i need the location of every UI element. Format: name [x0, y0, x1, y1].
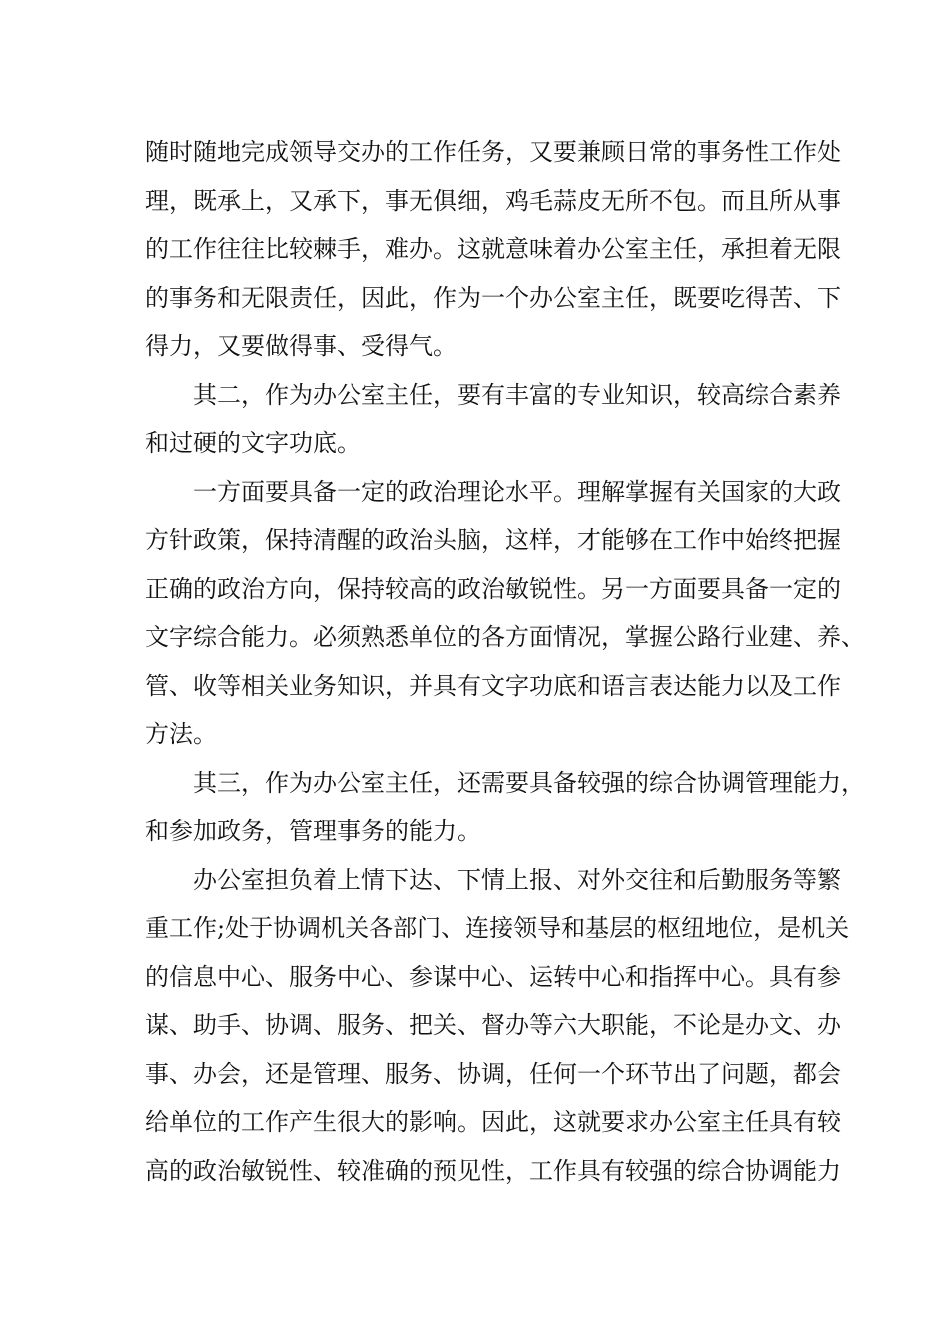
- text-line: 的信息中心、服务中心、参谋中心、运转中心和指挥中心。具有参: [145, 962, 841, 991]
- text-line: 理，既承上，又承下，事无俱细，鸡毛蒜皮无所不包。而且所从事: [145, 186, 841, 215]
- text-line: 给单位的工作产生很大的影响。因此，这就要求办公室主任具有较: [145, 1108, 841, 1136]
- text-line: 其三，作为办公室主任，还需要具备较强的综合协调管理能力，: [193, 768, 865, 797]
- text-line: 得力，又要做得事、受得气。: [145, 332, 457, 360]
- text-line: 管、收等相关业务知识，并具有文字功底和语言表达能力以及工作: [145, 671, 841, 700]
- text-line: 正确的政治方向，保持较高的政治敏锐性。另一方面要具备一定的: [145, 574, 841, 603]
- text-line: 方法。: [145, 720, 217, 748]
- text-line: 高的政治敏锐性、较准确的预见性，工作具有较强的综合协调能力: [145, 1156, 841, 1185]
- text-line: 事、办会，还是管理、服务、协调，任何一个环节出了问题，都会: [145, 1059, 841, 1088]
- text-line: 和参加政务，管理事务的能力。: [145, 817, 481, 845]
- text-line: 和过硬的文字功底。: [145, 429, 361, 457]
- text-line: 一方面要具备一定的政治理论水平。理解掌握有关国家的大政: [193, 477, 841, 506]
- text-line: 的事务和无限责任，因此，作为一个办公室主任，既要吃得苦、下: [145, 283, 841, 312]
- body-text: [145, 128, 865, 1195]
- text-line: 谋、助手、协调、服务、把关、督办等六大职能，不论是办文、办: [145, 1011, 841, 1039]
- text-line: 随时随地完成领导交办的工作任务，又要兼顾日常的事务性工作处: [145, 138, 841, 166]
- text-line: 重工作;处于协调机关各部门、连接领导和基层的枢纽地位，是机关: [145, 914, 850, 942]
- text-line: 的工作往往比较棘手，难办。这就意味着办公室主任，承担着无限: [145, 235, 841, 263]
- text-line: 方针政策，保持清醒的政治头脑，这样，才能够在工作中始终把握: [145, 526, 841, 554]
- text-line: 文字综合能力。必须熟悉单位的各方面情况，掌握公路行业建、养、: [145, 623, 865, 651]
- text-line: 办公室担负着上情下达、下情上报、对外交往和后勤服务等繁: [193, 865, 841, 894]
- text-line: 其二，作为办公室主任，要有丰富的专业知识，较高综合素养: [193, 380, 841, 409]
